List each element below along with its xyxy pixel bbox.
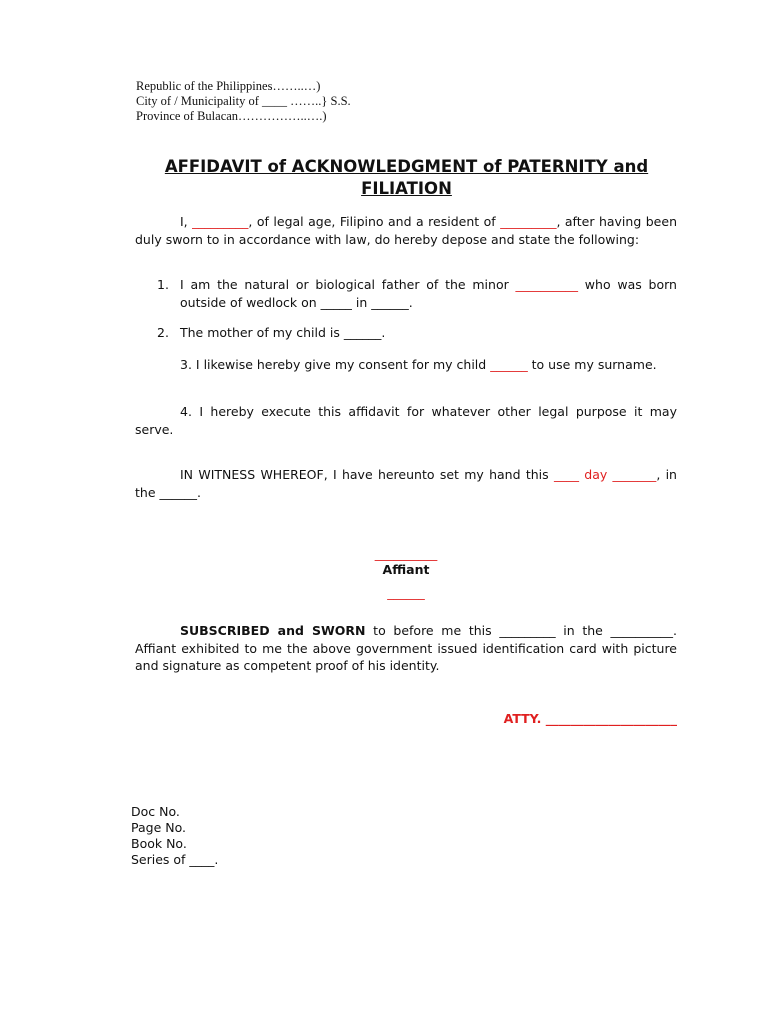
- affiant-signature-line: __________: [374, 546, 438, 561]
- minor-name-blank: __________: [515, 277, 579, 292]
- jurat-lead: SUBSCRIBED and SWORN: [180, 623, 366, 638]
- page-no: Page No.: [131, 820, 186, 835]
- item-text-part: I am the natural or biological father of the minor: [180, 277, 516, 292]
- witness-paragraph: [135, 466, 677, 501]
- list-item: [135, 276, 677, 311]
- item-text: [135, 356, 677, 374]
- item-number: 2.: [157, 325, 169, 340]
- child-blank: ______: [490, 357, 528, 372]
- jurat-text: to before me this _________ in the __________. Affiant exhibited to me the above government issued identification card with picture and signature as competent proof of his identity.: [135, 623, 677, 673]
- item-number: 3.: [180, 357, 192, 372]
- header-republic-line: Republic of the Philippines……..…): [136, 79, 321, 93]
- list-item: [135, 403, 677, 438]
- item-text-part: who was born outside of wedlock on _____ in ______.: [180, 277, 677, 310]
- affiant-label: Affiant: [382, 562, 430, 577]
- day-blank: ____ day _______: [553, 467, 657, 482]
- header-city-line: City of / Municipality of ____ ……..} S.S.: [136, 94, 351, 108]
- witness-text: IN WITNESS WHEREOF, I have hereunto set my hand this: [180, 467, 554, 482]
- item-text-part: to use my surname.: [527, 357, 657, 372]
- intro-paragraph: [135, 213, 677, 248]
- item-text: [180, 276, 677, 311]
- intro-middle: , of legal age, Filipino and a resident of: [248, 214, 501, 229]
- item-number: 4.: [180, 404, 192, 419]
- list-item: [135, 356, 677, 374]
- notary-signature-line: ATTY. _____________________: [503, 711, 677, 726]
- intro-prefix: I,: [180, 214, 193, 229]
- affiant-name-blank: _________: [192, 214, 249, 229]
- item-text: The mother of my child is ______.: [180, 325, 386, 340]
- book-no: Book No.: [131, 836, 187, 851]
- venue-header: [136, 79, 351, 124]
- intro-suffix: , after having been duly sworn to in accordance with law, do hereby depose and state the following:: [135, 214, 677, 247]
- item-text-part: I hereby execute this affidavit for whatever other legal purpose it may serve.: [135, 404, 677, 437]
- item-number: 1.: [157, 277, 169, 292]
- witness-text-end: , in the ______.: [135, 467, 677, 500]
- list-item: [135, 324, 677, 342]
- header-province-line: Province of Bulacan……………..….): [136, 109, 327, 123]
- notarial-register: [131, 804, 218, 868]
- jurat-paragraph: [135, 622, 677, 675]
- series-of: Series of ____.: [131, 852, 219, 867]
- residence-blank: _________: [500, 214, 557, 229]
- doc-no: Doc No.: [131, 804, 180, 819]
- document-title: AFFIDAVIT of ACKNOWLEDGMENT of PATERNITY and FILIATION: [164, 157, 649, 198]
- item-text-part: I likewise hereby give my consent for my child: [195, 357, 491, 372]
- item-text: [135, 403, 677, 438]
- affiant-id-line: ______: [387, 585, 425, 600]
